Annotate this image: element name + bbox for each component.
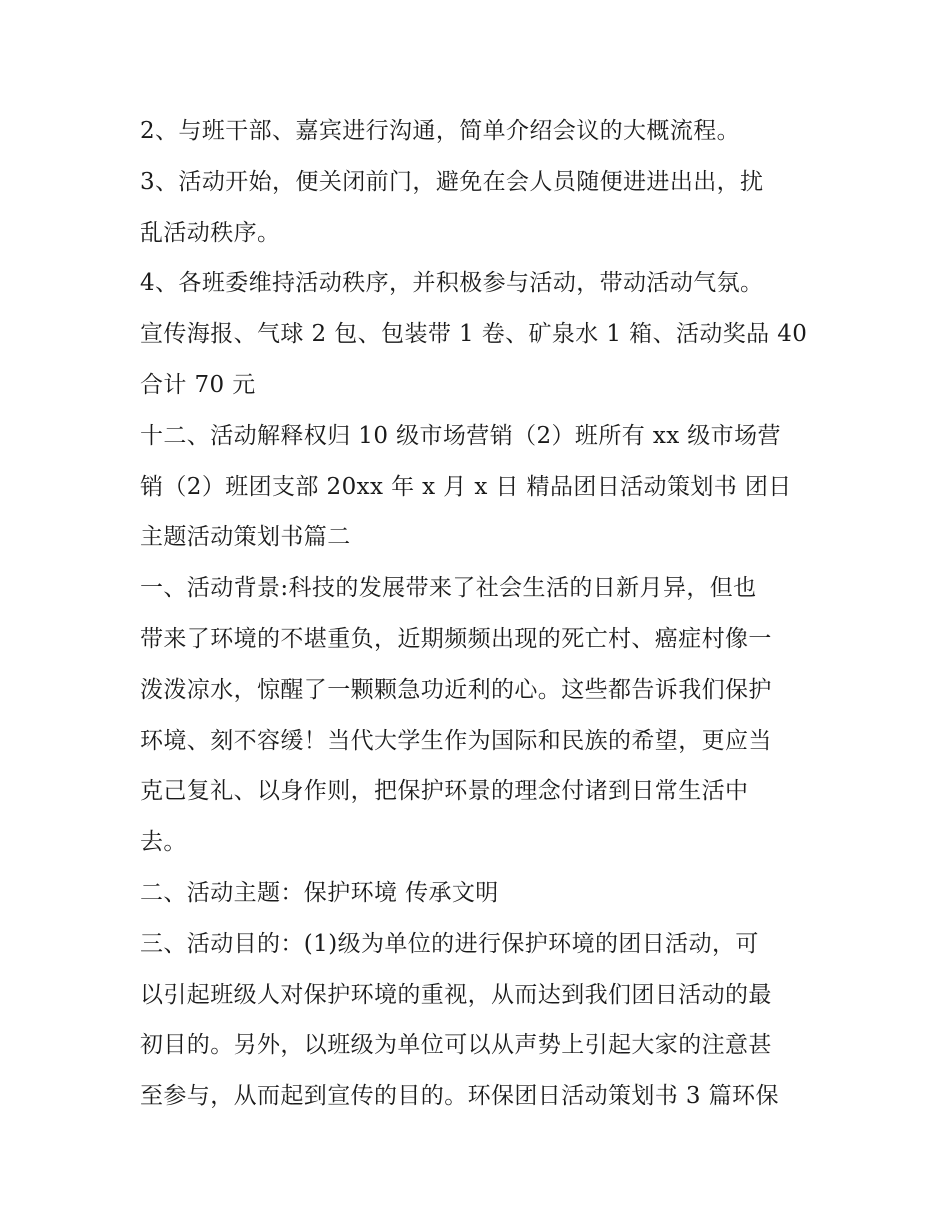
text-line: 去。: [140, 829, 187, 856]
text-line: 带来了环境的不堪重负，近期频频出现的死亡村、癌症村像一: [140, 625, 772, 652]
text-line: 以引起班级人对保护环境的重视，从而达到我们团日活动的最: [140, 981, 772, 1008]
text-line: 宣传海报、气球 2 包、包装带 1 卷、矿泉水 1 箱、活动奖品 40: [140, 321, 808, 348]
text-line: 十二、活动解释权归 10 级市场营销（2）班所有 xx 级市场营: [140, 422, 781, 449]
text-line: 销（2）班团支部 20xx 年 x 月 x 日 精品团日活动策划书 团日: [140, 473, 792, 500]
text-line: 一、活动背景:科技的发展带来了社会生活的日新月异，但也: [140, 575, 757, 602]
text-line: 泼泼凉水，惊醒了一颗颗急功近利的心。这些都告诉我们保护: [140, 676, 772, 703]
text-line: 至参与，从而起到宣传的目的。环保团日活动策划书 3 篇环保: [140, 1083, 779, 1110]
text-line: 4、各班委维持活动秩序，并积极参与活动，带动活动气氛。: [140, 270, 764, 297]
text-line: 主题活动策划书篇二: [140, 524, 351, 551]
document-body: [140, 106, 820, 1122]
text-line: 环境、刻不容缓！当代大学生作为国际和民族的希望，更应当: [140, 727, 772, 754]
text-line: 三、活动目的：(1)级为单位的进行保护环境的团日活动，可: [140, 930, 759, 957]
text-line: 二、活动主题：保护环境 传承文明: [140, 879, 499, 906]
text-line: 合计 70 元: [140, 371, 256, 398]
text-line: 初目的。另外，以班级为单位可以从声势上引起大家的注意甚: [140, 1032, 772, 1059]
text-line: 克己复礼、以身作则，把保护环景的理念付诸到日常生活中: [140, 778, 749, 805]
text-line: 3、活动开始，便关闭前门，避免在会人员随便进进出出，扰: [140, 168, 764, 195]
text-line: 2、与班干部、嘉宾进行沟通，简单介绍会议的大概流程。: [140, 118, 741, 144]
text-line: 乱活动秩序。: [140, 219, 281, 246]
